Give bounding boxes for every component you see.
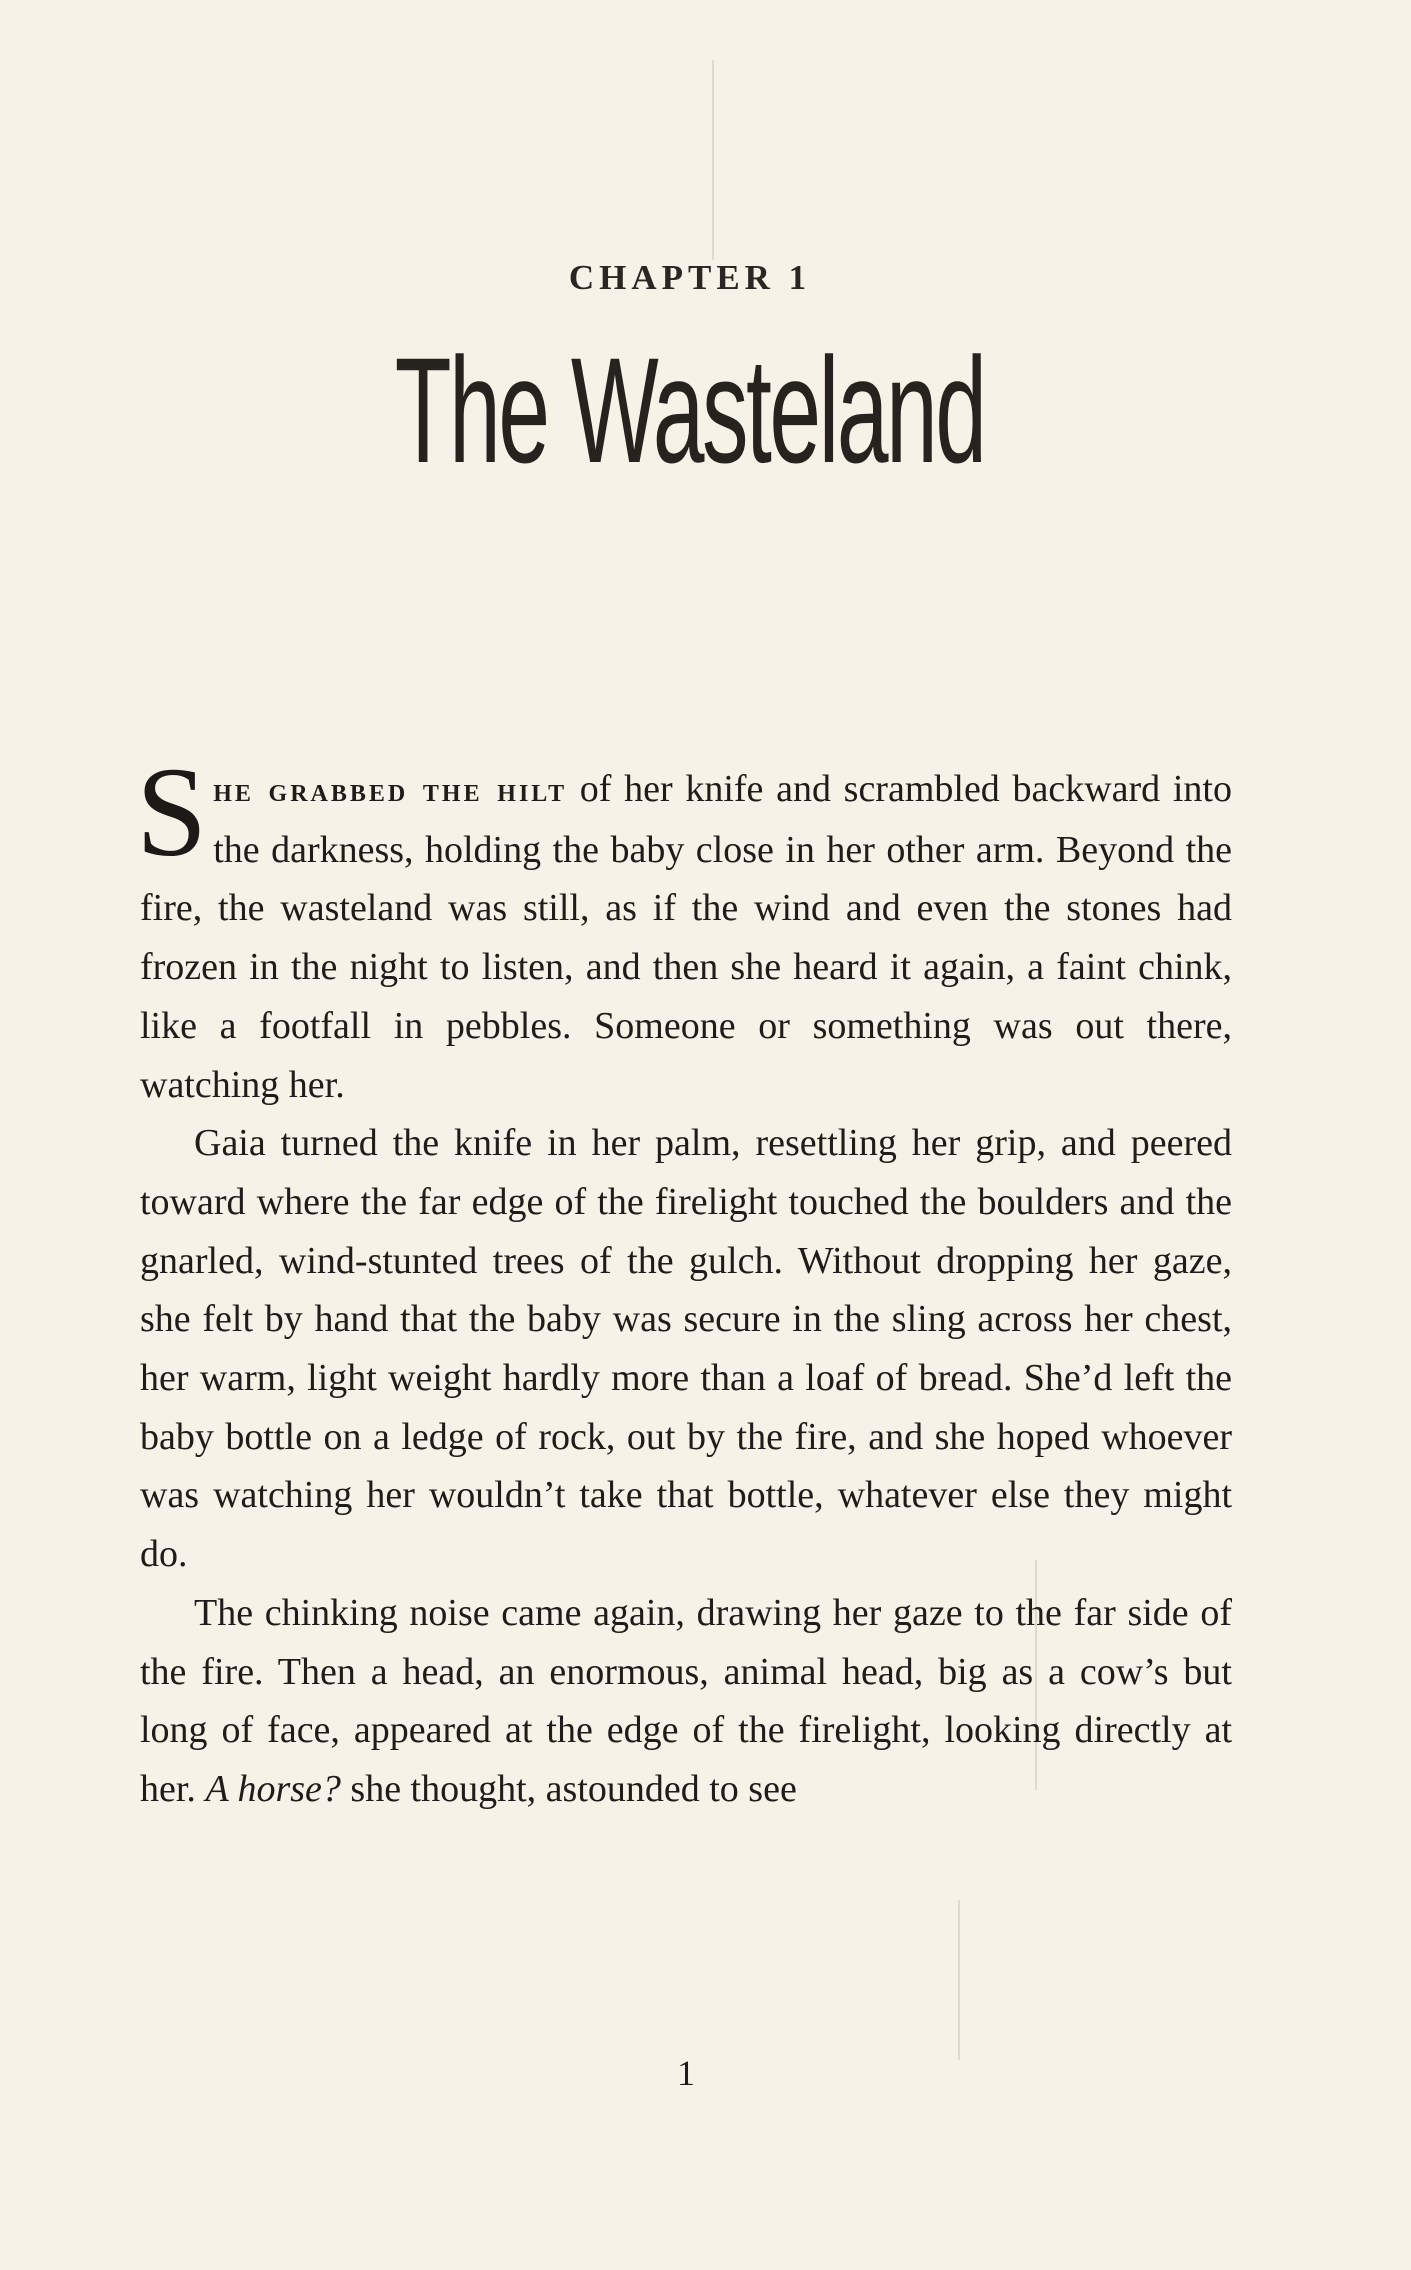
paragraph-2: Gaia turned the knife in her palm, resettling her grip, and peered toward where the far edge of the firelight touched the boulders and the gnarled, wind-stunted trees of the gulch. Without dropping her gaze, she felt by hand that the baby was secure in the sling across her chest, her warm, light weight hardly more than a loaf of bread. She’d left the baby bottle on a ledge of rock, out by the fire, and she hoped whoever was watching her wouldn’t take that bottle, whatever else they might do.: [140, 1122, 1232, 1576]
chapter-title: [0, 326, 1380, 494]
paragraph-1-text: of her knife and scrambled backward into the darkness, holding the baby close in her other arm. Beyond the fire, the wasteland was still, as if the wind and even the stones had frozen in the night to listen, and then she heard it again, a faint chink, like a footfall in pebbles. Someone or something was out there, watching her.: [140, 768, 1232, 1106]
paragraph-3-text-start: The chinking noise came again, drawing her gaze to the far side of the fire. Then a head, an enormous, animal head, big as a cow’s but long of face, appeared at the edge of the firelight, looking directly at her.: [140, 1591, 1232, 1810]
paragraph-3-text-end: she thought, astounded to see: [340, 1767, 797, 1810]
paragraph-1: [136, 741, 1232, 1114]
paragraph-3: [140, 1584, 1232, 1819]
paragraph-3-italic: A horse?: [205, 1767, 341, 1810]
chapter-title-text: The Wasteland: [395, 326, 985, 494]
page-number: 1: [677, 2053, 695, 2093]
body-text: [136, 741, 1232, 1819]
drop-cap: S: [136, 741, 208, 883]
paper-crease: [712, 60, 714, 260]
chapter-label: CHAPTER 1: [568, 258, 812, 297]
lead-in: he grabbed the hilt: [213, 772, 568, 809]
paper-crease: [958, 1900, 960, 2060]
